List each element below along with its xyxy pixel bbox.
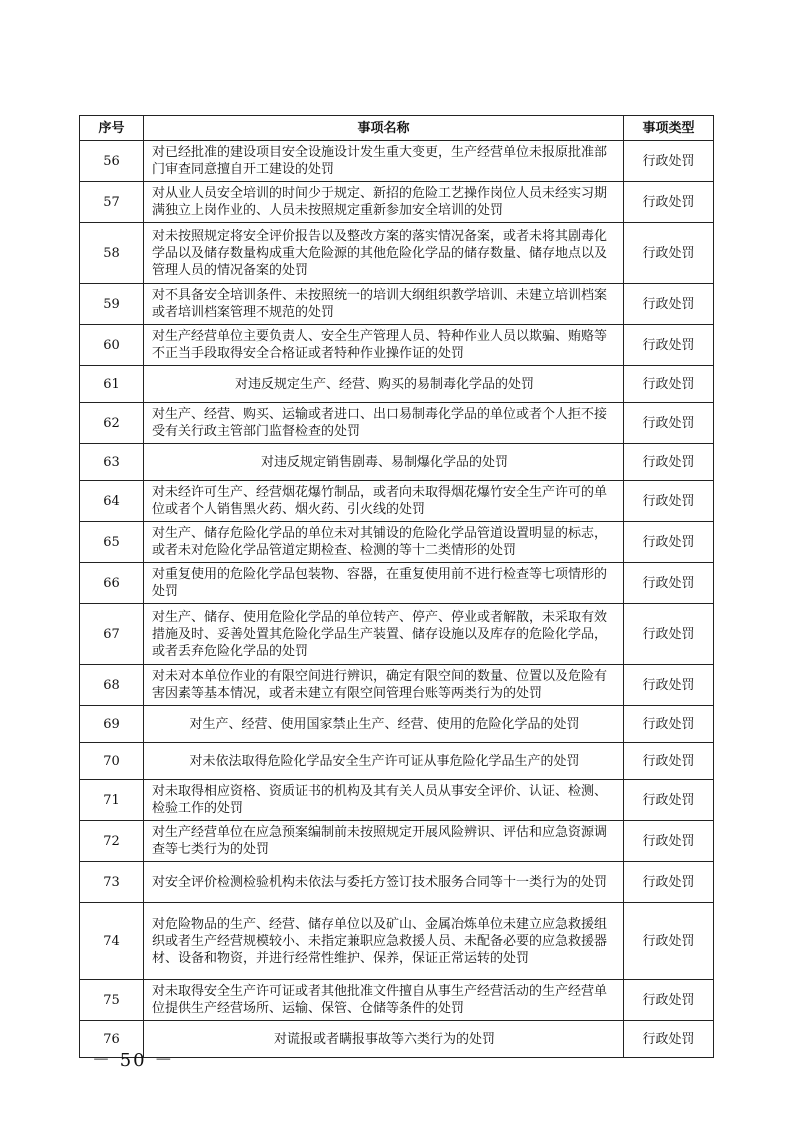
row-item-type: 行政处罚 bbox=[624, 780, 714, 821]
row-item-name: 对生产、经营、购买、运输或者进口、出口易制毒化学品的单位或者个人拒不接受有关行政主管部门监督检查的处罚 bbox=[144, 403, 624, 444]
row-item-type: 行政处罚 bbox=[624, 481, 714, 522]
row-item-type: 行政处罚 bbox=[624, 223, 714, 284]
table-row bbox=[80, 1021, 714, 1058]
row-index: 66 bbox=[80, 563, 144, 604]
row-item-name: 对不具备安全培训条件、未按照统一的培训大纲组织教学培训、未建立培训档案或者培训档案管理不规范的处罚 bbox=[144, 284, 624, 325]
table-row bbox=[80, 444, 714, 481]
row-item-name: 对生产、储存、使用危险化学品的单位转产、停产、停业或者解散，未采取有效措施及时、妥善处置其危险化学品生产装置、储存设施以及库存的危险化学品，或者丢弃危险化学品的处罚 bbox=[144, 604, 624, 665]
row-index: 65 bbox=[80, 522, 144, 563]
header-index: 序号 bbox=[80, 116, 144, 141]
row-item-name: 对未按照规定将安全评价报告以及整改方案的落实情况备案，或者未将其剧毒化学品以及储存数量构成重大危险源的其他危险化学品的储存数量、储存地点以及管理人员的情况备案的处罚 bbox=[144, 223, 624, 284]
row-index: 73 bbox=[80, 862, 144, 903]
row-item-type: 行政处罚 bbox=[624, 444, 714, 481]
row-index: 59 bbox=[80, 284, 144, 325]
table-row bbox=[80, 743, 714, 780]
row-item-name: 对生产、储存危险化学品的单位未对其铺设的危险化学品管道设置明显的标志，或者未对危险化学品管道定期检查、检测的等十二类情形的处罚 bbox=[144, 522, 624, 563]
row-item-name: 对从业人员安全培训的时间少于规定、新招的危险工艺操作岗位人员未经实习期满独立上岗作业的、人员未按照规定重新参加安全培训的处罚 bbox=[144, 182, 624, 223]
row-item-type: 行政处罚 bbox=[624, 903, 714, 980]
row-item-type: 行政处罚 bbox=[624, 522, 714, 563]
row-index: 62 bbox=[80, 403, 144, 444]
table-row bbox=[80, 366, 714, 403]
table-row bbox=[80, 141, 714, 182]
row-item-type: 行政处罚 bbox=[624, 366, 714, 403]
row-index: 72 bbox=[80, 821, 144, 862]
table-row bbox=[80, 325, 714, 366]
enforcement-items-table bbox=[79, 115, 714, 1058]
row-item-name: 对谎报或者瞒报事故等六类行为的处罚 bbox=[144, 1021, 624, 1058]
row-item-type: 行政处罚 bbox=[624, 604, 714, 665]
row-index: 56 bbox=[80, 141, 144, 182]
row-item-name: 对生产经营单位主要负责人、安全生产管理人员、特种作业人员以欺骗、贿赂等不正当手段取得安全合格证或者特种作业操作证的处罚 bbox=[144, 325, 624, 366]
row-index: 69 bbox=[80, 706, 144, 743]
row-item-type: 行政处罚 bbox=[624, 403, 714, 444]
table-header-row bbox=[80, 116, 714, 141]
row-item-name: 对未取得安全生产许可证或者其他批准文件擅自从事生产经营活动的生产经营单位提供生产经营场所、运输、保管、仓储等条件的处罚 bbox=[144, 980, 624, 1021]
table-row bbox=[80, 182, 714, 223]
row-item-type: 行政处罚 bbox=[624, 706, 714, 743]
table-row bbox=[80, 522, 714, 563]
row-item-name: 对已经批准的建设项目安全设施设计发生重大变更，生产经营单位未报原批准部门审查同意擅自开工建设的处罚 bbox=[144, 141, 624, 182]
row-index: 68 bbox=[80, 665, 144, 706]
row-item-type: 行政处罚 bbox=[624, 821, 714, 862]
table-row bbox=[80, 903, 714, 980]
row-index: 61 bbox=[80, 366, 144, 403]
table-row bbox=[80, 980, 714, 1021]
table-row bbox=[80, 862, 714, 903]
row-item-type: 行政处罚 bbox=[624, 563, 714, 604]
row-index: 75 bbox=[80, 980, 144, 1021]
table-row bbox=[80, 604, 714, 665]
row-item-name: 对未经许可生产、经营烟花爆竹制品，或者向未取得烟花爆竹安全生产许可的单位或者个人销售黑火药、烟火药、引火线的处罚 bbox=[144, 481, 624, 522]
row-index: 67 bbox=[80, 604, 144, 665]
row-item-name: 对违反规定生产、经营、购买的易制毒化学品的处罚 bbox=[144, 366, 624, 403]
table-row bbox=[80, 563, 714, 604]
row-item-name: 对违反规定销售剧毒、易制爆化学品的处罚 bbox=[144, 444, 624, 481]
row-item-name: 对安全评价检测检验机构未依法与委托方签订技术服务合同等十一类行为的处罚 bbox=[144, 862, 624, 903]
table-row bbox=[80, 706, 714, 743]
row-index: 74 bbox=[80, 903, 144, 980]
row-index: 71 bbox=[80, 780, 144, 821]
row-index: 57 bbox=[80, 182, 144, 223]
row-index: 60 bbox=[80, 325, 144, 366]
row-item-name: 对未取得相应资格、资质证书的机构及其有关人员从事安全评价、认证、检测、检验工作的处罚 bbox=[144, 780, 624, 821]
row-item-name: 对未对本单位作业的有限空间进行辨识，确定有限空间的数量、位置以及危险有害因素等基本情况，或者未建立有限空间管理台账等两类行为的处罚 bbox=[144, 665, 624, 706]
table-row bbox=[80, 223, 714, 284]
page-number: － 50 － bbox=[92, 1050, 175, 1071]
row-index: 76 bbox=[80, 1021, 144, 1058]
row-item-type: 行政处罚 bbox=[624, 284, 714, 325]
row-item-name: 对生产、经营、使用国家禁止生产、经营、使用的危险化学品的处罚 bbox=[144, 706, 624, 743]
row-index: 63 bbox=[80, 444, 144, 481]
table-row bbox=[80, 403, 714, 444]
row-item-name: 对危险物品的生产、经营、储存单位以及矿山、金属冶炼单位未建立应急救援组织或者生产经营规模较小、未指定兼职应急救援人员、未配备必要的应急救援器材、设备和物资，并进行经常性维护、保养，保证正常运转的处罚 bbox=[144, 903, 624, 980]
table-body bbox=[80, 141, 714, 1058]
table-row bbox=[80, 821, 714, 862]
table-row bbox=[80, 780, 714, 821]
row-index: 64 bbox=[80, 481, 144, 522]
row-item-name: 对重复使用的危险化学品包装物、容器，在重复使用前不进行检查等七项情形的处罚 bbox=[144, 563, 624, 604]
table-row bbox=[80, 481, 714, 522]
row-item-type: 行政处罚 bbox=[624, 182, 714, 223]
table-row bbox=[80, 665, 714, 706]
row-index: 70 bbox=[80, 743, 144, 780]
row-item-type: 行政处罚 bbox=[624, 743, 714, 780]
row-item-name: 对未依法取得危险化学品安全生产许可证从事危险化学品生产的处罚 bbox=[144, 743, 624, 780]
row-item-name: 对生产经营单位在应急预案编制前未按照规定开展风险辨识、评估和应急资源调查等七类行为的处罚 bbox=[144, 821, 624, 862]
row-item-type: 行政处罚 bbox=[624, 980, 714, 1021]
row-item-type: 行政处罚 bbox=[624, 1021, 714, 1058]
header-type: 事项类型 bbox=[624, 116, 714, 141]
row-item-type: 行政处罚 bbox=[624, 665, 714, 706]
row-item-type: 行政处罚 bbox=[624, 325, 714, 366]
header-name: 事项名称 bbox=[144, 116, 624, 141]
row-index: 58 bbox=[80, 223, 144, 284]
table-row bbox=[80, 284, 714, 325]
row-item-type: 行政处罚 bbox=[624, 141, 714, 182]
row-item-type: 行政处罚 bbox=[624, 862, 714, 903]
